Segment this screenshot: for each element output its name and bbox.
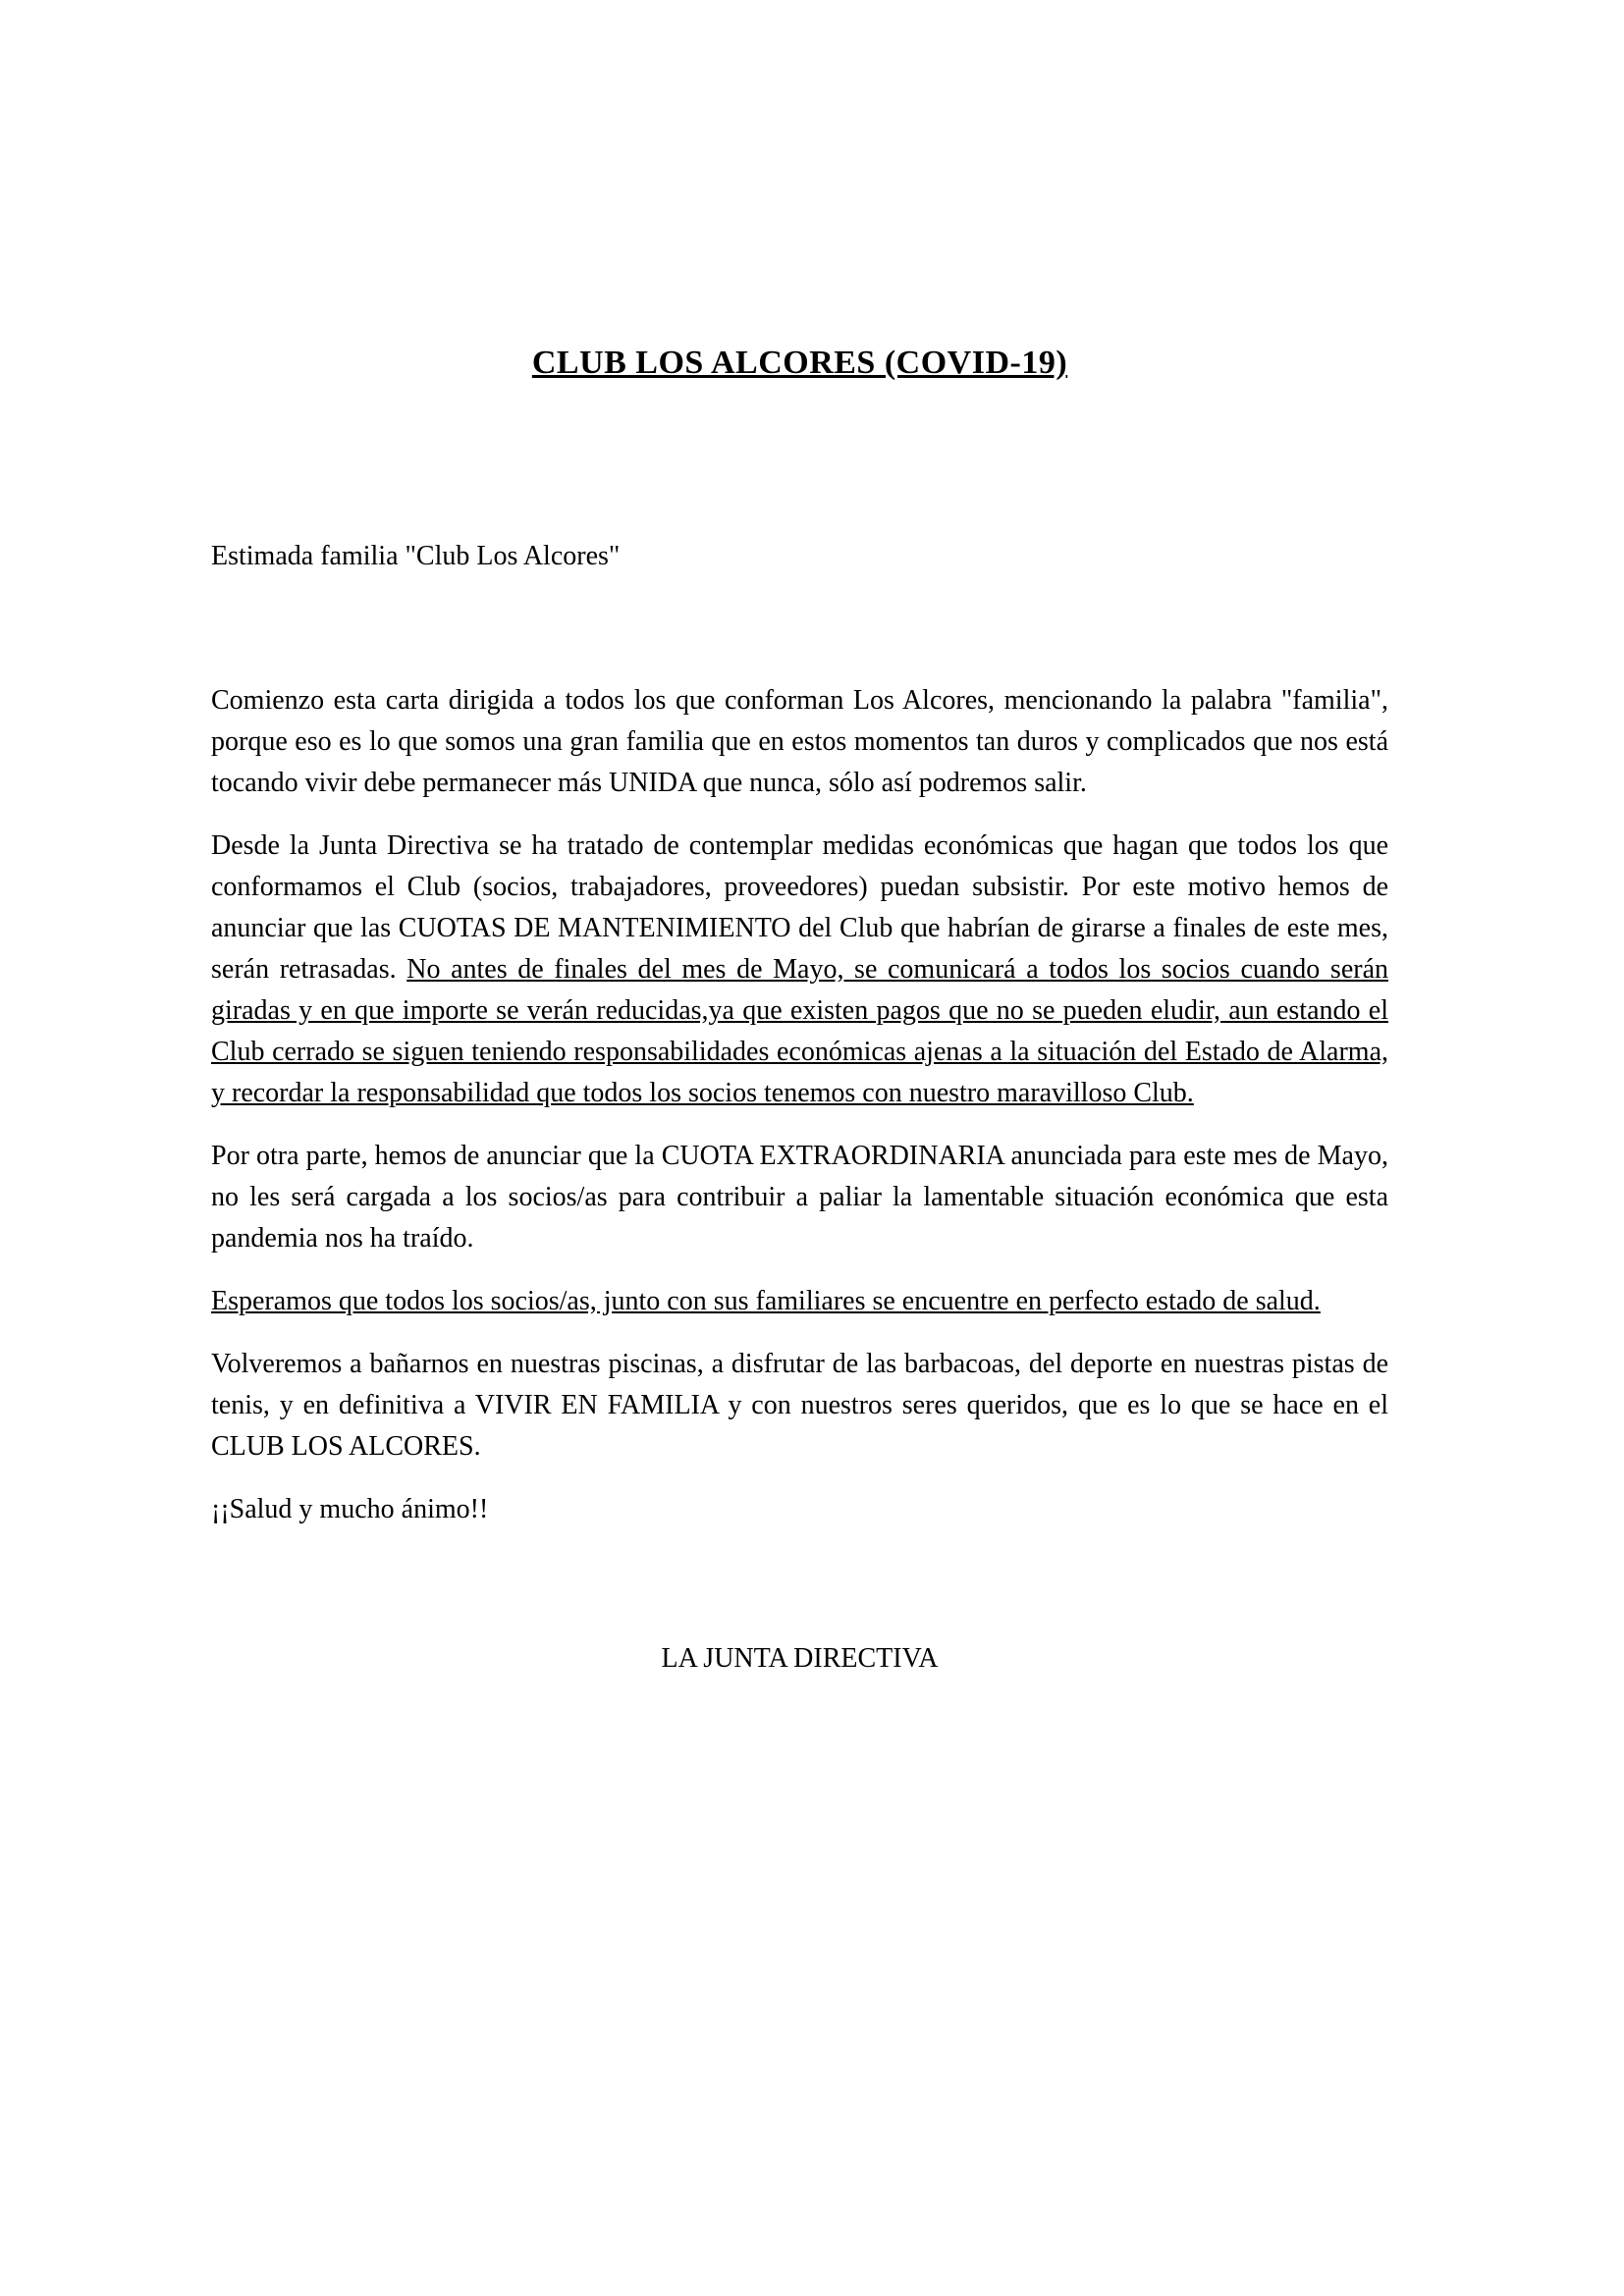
paragraph-cuotas — [211, 826, 1388, 1114]
closing-signature: LA JUNTA DIRECTIVA — [661, 1642, 939, 1674]
paragraph-intro: Comienzo esta carta dirigida a todos los que conforman Los Alcores, mencionando la palabra "familia", porque eso es lo que somos una gran familia que en estos momentos tan duros y complicados que nos está tocando vivir debe permanecer más UNIDA que nunca, sólo así podremos salir. — [211, 684, 1388, 798]
paragraph-cuotas-underlined-text: No antes de finales del mes de Mayo, se comunicará a todos los socios cuando serán giradas y en que importe se verán reducidas,ya que existen pagos que no se pueden eludir, aun estando el Club cerrado se siguen teniendo responsabilidades económicas ajenas a la situación del Estado de Alarma, y recordar la responsabilidad que todos los socios tenemos con nuestro maravilloso Club. — [211, 953, 1388, 1108]
paragraph-cuota-extraordinaria: Por otra parte, hemos de anunciar que la CUOTA EXTRAORDINARIA anunciada para este mes de Mayo, no les será cargada a los socios/as para contribuir a paliar la lamentable situación económica que esta pandemia nos ha traído. — [211, 1140, 1388, 1254]
paragraph-salud: Esperamos que todos los socios/as, junto con sus familiares se encuentre en perfecto estado de salud. — [211, 1285, 1321, 1316]
salutation: Estimada familia "Club Los Alcores" — [211, 540, 621, 571]
paragraph-volveremos: Volveremos a bañarnos en nuestras piscinas, a disfrutar de las barbacoas, del deporte en nuestras pistas de tenis, y en definitiva a VIVIR EN FAMILIA y con nuestros seres queridos, que es lo que se hace en el CLUB LOS ALCORES. — [211, 1348, 1388, 1462]
document-title: CLUB LOS ALCORES (COVID-19) — [531, 345, 1068, 381]
paragraph-animo: ¡¡Salud y mucho ánimo!! — [211, 1493, 489, 1524]
paragraph-cuotas-normal-text: Desde la Junta Directiva se ha tratado de contemplar medidas económicas que hagan que todos los que conformamos el Club (socios, trabajadores, proveedores) puedan subsistir. Por este motivo hemos de anunciar que las CUOTAS DE MANTENIMIENTO del Club que habrían de girarse a finales de este mes, serán retrasadas. — [211, 829, 1388, 985]
